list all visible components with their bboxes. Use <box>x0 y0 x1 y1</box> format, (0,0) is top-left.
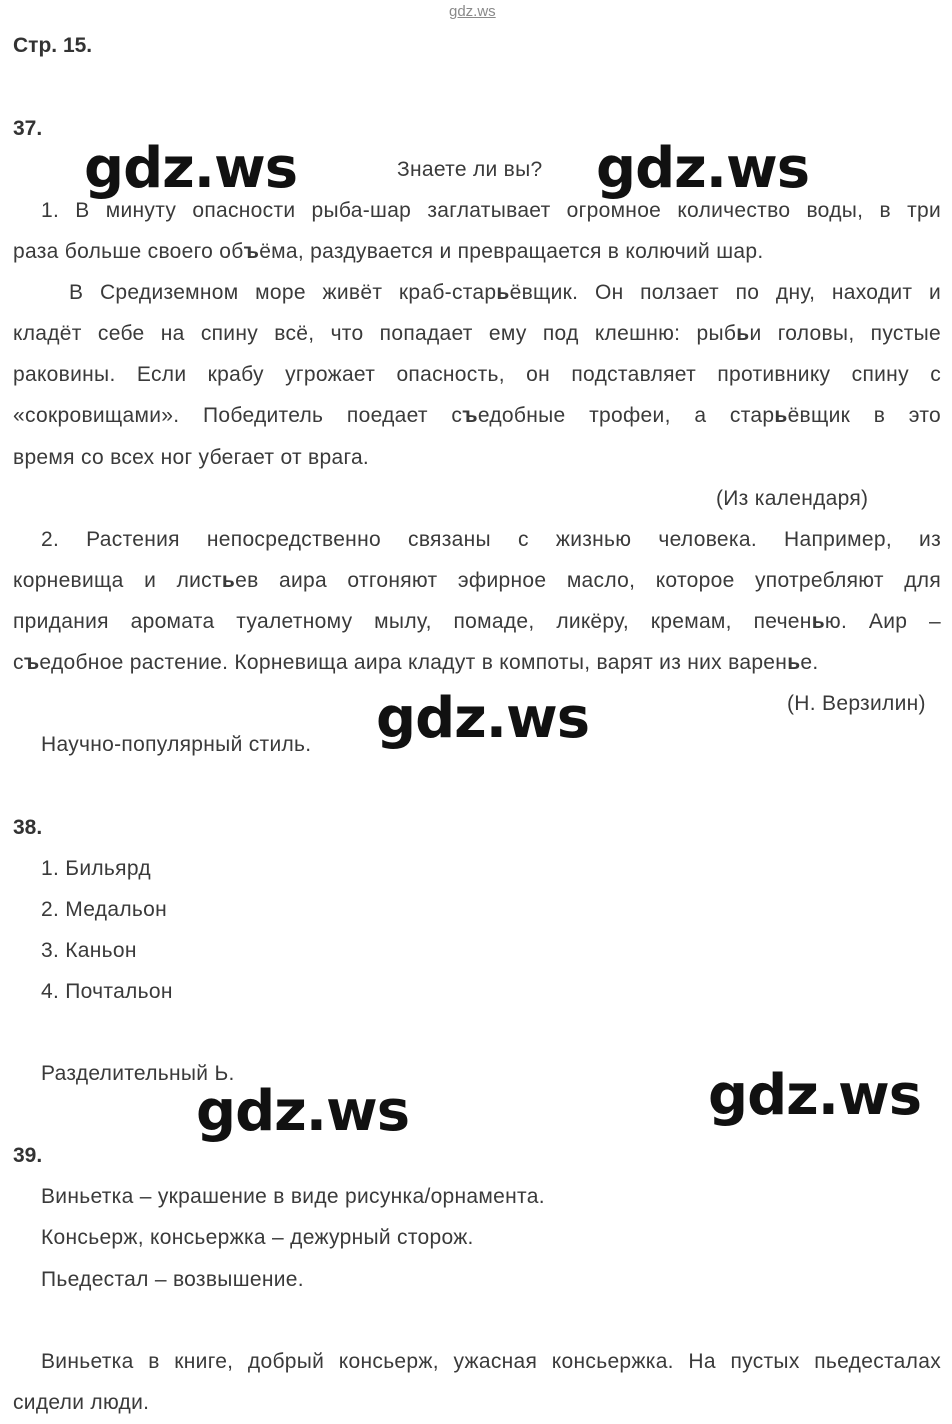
ex37-paragraph3-line2: корневища и листьев аира отгоняют эфирное масло, которое употребляют для <box>13 569 942 592</box>
ex39-definition: Консьерж, консьержка – дежурный сторож. <box>41 1226 474 1249</box>
ex37-paragraph3-line1: 2. Растения непосредственно связаны с жизнью человека. Например, из <box>41 528 941 551</box>
ex39-definition: Виньетка – украшение в виде рисунка/орнамента. <box>41 1185 545 1208</box>
page-label: Стр. 15. <box>13 34 93 57</box>
watermark: gdz.ws <box>84 136 298 201</box>
watermark: gdz.ws <box>376 686 590 751</box>
watermark: gdz.ws <box>196 1079 410 1144</box>
ex38-item: 2. Медальон <box>41 898 167 921</box>
ex38-item: 4. Почтальон <box>41 980 173 1003</box>
ex37-paragraph2-line3: раковины. Если крабу угрожает опасность, он подставляет противнику спину с <box>13 363 941 386</box>
exercise-37-heading: Знаете ли вы? <box>397 158 543 181</box>
exercise-38-number: 38. <box>13 816 43 839</box>
ex38-item: 1. Бильярд <box>41 857 151 880</box>
ex37-paragraph1-line1: 1. В минуту опасности рыба-шар заглатывает огромное количество воды, в три <box>41 199 941 222</box>
ex37-source-2: (Н. Верзилин) <box>787 692 926 715</box>
ex37-paragraph2-line4: «сокровищами». Победитель поедает съедобные трофеи, а старьёвщик в это <box>13 404 941 427</box>
ex39-sentence-line1: Виньетка в книге, добрый консьерж, ужасная консьержка. На пустых пьедесталах <box>41 1350 941 1373</box>
ex39-sentence-line2: сидели люди. <box>13 1391 150 1414</box>
ex37-paragraph3-line4: съедобное растение. Корневища аира кладут в компоты, варят из них варенье. <box>13 651 819 674</box>
ex37-paragraph3-line3: придания аромата туалетному мылу, помаде, ликёру, кремам, печенью. Аир – <box>13 610 941 633</box>
ex38-note: Разделительный Ь. <box>41 1062 235 1085</box>
ex37-paragraph1-line2: раза больше своего объёма, раздувается и превращается в колючий шар. <box>13 240 764 263</box>
ex39-definition: Пьедестал – возвышение. <box>41 1268 304 1291</box>
ex37-paragraph2-line5: время со всех ног убегает от врага. <box>13 446 370 469</box>
watermark: gdz.ws <box>596 136 810 201</box>
watermark: gdz.ws <box>708 1063 922 1128</box>
exercise-37-number: 37. <box>13 117 43 140</box>
header-watermark: gdz.ws <box>449 3 496 20</box>
ex37-paragraph2-line1: В Средиземном море живёт краб-старьёвщик. Он ползает по дну, находит и <box>69 281 941 304</box>
ex37-paragraph2-line2: кладёт себе на спину всё, что попадает ему под клешню: рыбьи головы, пустые <box>13 322 941 345</box>
ex37-source-1: (Из календаря) <box>716 487 869 510</box>
exercise-39-number: 39. <box>13 1144 43 1167</box>
ex38-item: 3. Каньон <box>41 939 137 962</box>
ex37-style-note: Научно-популярный стиль. <box>41 733 312 756</box>
